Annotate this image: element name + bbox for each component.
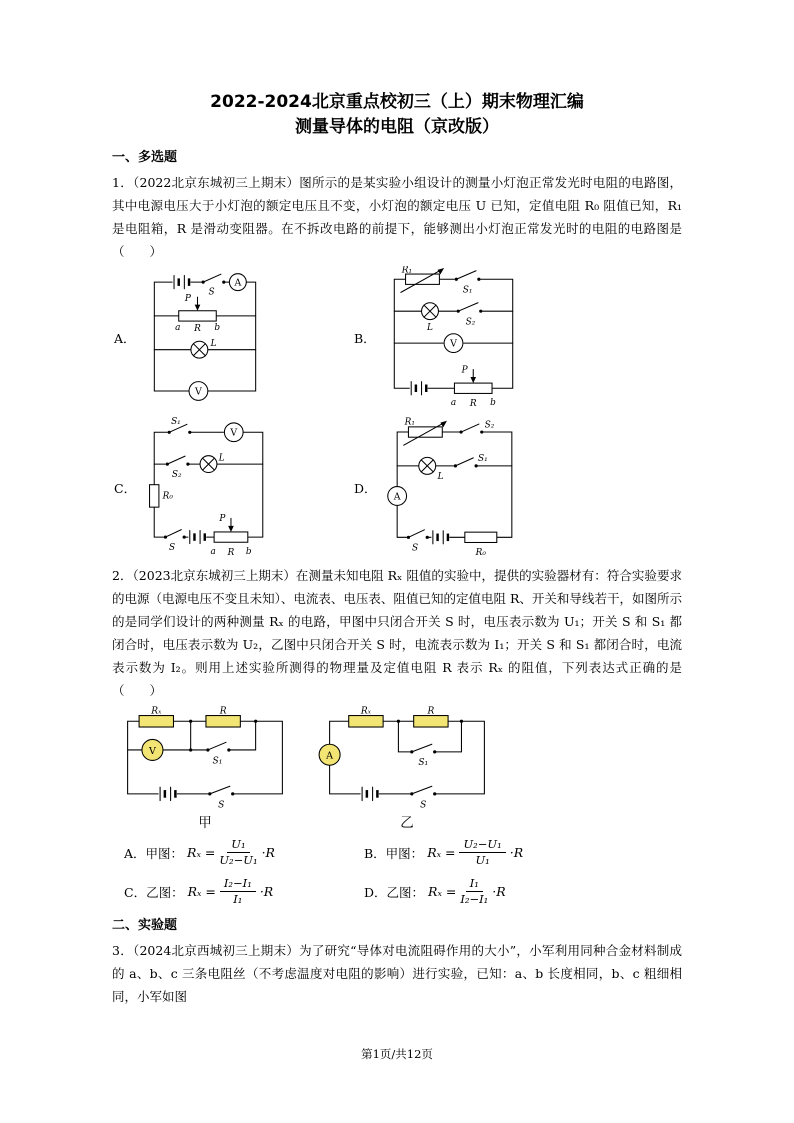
switch-s-label: S bbox=[411, 543, 418, 554]
terminal-a-label: a bbox=[450, 398, 456, 409]
voltmeter-icon bbox=[142, 739, 163, 760]
voltmeter-letter: V bbox=[449, 338, 457, 350]
switch-s2-icon bbox=[456, 303, 482, 328]
circuit-diagram-yi bbox=[316, 706, 498, 813]
switch-s-icon bbox=[208, 786, 234, 810]
section-heading-multiple-choice: 一、多选题 bbox=[112, 150, 178, 165]
wires bbox=[397, 432, 512, 537]
circuit-jia-figure bbox=[114, 706, 296, 832]
switch-s-icon bbox=[164, 530, 186, 554]
rheostat-icon bbox=[211, 514, 252, 558]
voltmeter-icon bbox=[224, 423, 243, 442]
rheostat-r-label: R bbox=[469, 399, 477, 409]
formula-lhs: Rₓ = bbox=[187, 884, 216, 899]
rheostat-icon bbox=[175, 294, 220, 334]
resistance-box-icon bbox=[403, 418, 446, 446]
switch-s1-icon bbox=[454, 271, 480, 296]
circuit-diagram-b bbox=[383, 266, 524, 409]
ammeter-letter: A bbox=[233, 277, 241, 289]
terminal-b-label: b bbox=[245, 546, 252, 557]
battery-icon bbox=[174, 276, 189, 289]
ammeter-letter: A bbox=[393, 491, 401, 503]
circuit-diagram-a bbox=[143, 269, 267, 406]
page-title-line1: 2022-2024北京重点校初三（上）期末物理汇编 bbox=[210, 92, 584, 112]
lamp-icon bbox=[190, 339, 216, 358]
circuit-diagram-c bbox=[143, 417, 274, 558]
switch-s-label: S bbox=[169, 543, 176, 554]
rheostat-r-label: R bbox=[227, 547, 235, 558]
ammeter-icon bbox=[387, 487, 406, 506]
ammeter-icon bbox=[319, 744, 340, 765]
switch-s1-label: S₁ bbox=[212, 756, 223, 767]
switch-s2-label: S₂ bbox=[171, 470, 182, 481]
lamp-icon bbox=[200, 453, 225, 472]
resistance-box-r1-label: R₁ bbox=[401, 266, 412, 276]
switch-s-label: S bbox=[208, 287, 215, 298]
formula-tail: ·R bbox=[261, 845, 275, 860]
q2-options bbox=[124, 838, 682, 906]
resistor-rx-label: Rₓ bbox=[360, 706, 371, 717]
voltmeter-icon bbox=[189, 382, 208, 401]
resistance-box-icon bbox=[400, 266, 443, 292]
resistance-box-r1-label: R₁ bbox=[404, 417, 415, 428]
question-3-text: 3．（2024北京西城初三上期末）为了研究“导体对电流阻碍作用的大小”，小军利用同种合金材料制成的 a、b、c 三条电阻丝（不考虑温度对电阻的影响）进行实验，已知：a、b 长度相同，b、c 粗细相同，小军如图 bbox=[112, 943, 682, 1004]
resistor-r-icon bbox=[414, 707, 448, 727]
lamp-l-label: L bbox=[210, 338, 217, 349]
circuit-yi-caption: 乙 bbox=[400, 815, 414, 831]
q1-option-c-letter: C． bbox=[114, 480, 137, 496]
q2-option-d bbox=[364, 877, 682, 906]
circuit-diagram-d bbox=[384, 417, 525, 558]
resistor-r0-label: R₀ bbox=[162, 491, 173, 502]
switch-s2-icon bbox=[166, 456, 190, 480]
switch-s1-label: S₁ bbox=[171, 417, 181, 427]
fraction-numerator: U₁ bbox=[227, 838, 249, 853]
formula-tail: ·R bbox=[492, 884, 506, 899]
battery-icon bbox=[160, 787, 175, 800]
page-title-line2: 测量导体的电阻（京改版） bbox=[295, 117, 499, 137]
lamp-l-label: L bbox=[437, 472, 444, 483]
q2-option-c-label: C．乙图： bbox=[124, 884, 184, 900]
fraction-numerator: I₁ bbox=[466, 877, 483, 892]
q2-option-a-label: A．甲图： bbox=[124, 845, 184, 861]
switch-s1-icon bbox=[168, 417, 192, 434]
q2-option-c-formula bbox=[188, 877, 274, 906]
lamp-l-label: L bbox=[218, 453, 225, 464]
q1-option-c bbox=[114, 417, 354, 558]
circuit-diagram-jia bbox=[114, 706, 296, 813]
switch-s2-label: S₂ bbox=[465, 317, 475, 328]
switch-s-icon bbox=[410, 786, 436, 810]
terminal-a-label: a bbox=[174, 322, 180, 333]
page-title bbox=[112, 90, 682, 140]
fraction-numerator: U₂−U₁ bbox=[459, 838, 505, 853]
slider-p-label: P bbox=[184, 293, 191, 304]
formula-fraction bbox=[460, 877, 488, 906]
resistor-r-label: R bbox=[427, 706, 435, 717]
q2-option-d-formula bbox=[428, 877, 506, 906]
circuit-jia-caption: 甲 bbox=[198, 815, 212, 831]
q2-option-a bbox=[124, 838, 364, 867]
q2-option-a-formula bbox=[187, 838, 275, 867]
wires bbox=[154, 432, 263, 537]
q1-option-a bbox=[114, 266, 354, 409]
rheostat-r-label: R bbox=[193, 323, 201, 334]
switch-s-label: S bbox=[420, 800, 427, 811]
q2-option-d-label: D．乙图： bbox=[364, 884, 425, 900]
lamp-icon bbox=[421, 303, 438, 333]
resistor-r0-icon bbox=[464, 532, 496, 558]
resistor-r-icon bbox=[206, 707, 240, 727]
page-footer: 第1页/共12页 bbox=[361, 1047, 433, 1061]
slider-p-label: P bbox=[461, 365, 468, 376]
battery-icon bbox=[411, 382, 426, 395]
rheostat-icon bbox=[451, 365, 496, 409]
slider-p-label: P bbox=[219, 514, 226, 525]
voltmeter-letter: V bbox=[149, 745, 156, 757]
fraction-denominator: U₂−U₁ bbox=[219, 853, 258, 867]
question-2-text: 2．（2023北京东城初三上期末）在测量未知电阻 Rₓ 阻值的实验中，提供的实验器材有：符合实验要求的电源（电源电压不变且未知）、电流表、电压表、阻值已知的定值电阻 R、开关和导线若干，如图所示的是同学们设计的两种测量 Rₓ 的电路，甲图中只闭合开关 S 时，电压表示数为 U₁；开关 S 和 S₁ 都闭合时，电压表示数为 U₂，乙图中只闭合开关 S 时，电流表示数为 I₁；开关 S 和 S₁ 都闭合时，电流表示数为 I₂。则用上述实验所测得的物理量及定值电阻 R 表示 Rₓ 的阻值，下列表达式正确的是（ ） bbox=[112, 568, 682, 698]
fraction-numerator: I₂−I₁ bbox=[220, 877, 256, 892]
voltmeter-letter: V bbox=[194, 386, 202, 398]
formula-tail: ·R bbox=[259, 884, 274, 899]
q1-option-b bbox=[354, 266, 682, 409]
formula-lhs: Rₓ = bbox=[427, 845, 456, 860]
voltmeter-letter: V bbox=[230, 427, 238, 439]
formula-fraction bbox=[459, 838, 505, 867]
wires bbox=[154, 282, 255, 391]
switch-s1-label: S₁ bbox=[477, 454, 488, 465]
resistor-rx-icon bbox=[139, 707, 173, 727]
q1-answer-diagrams bbox=[114, 266, 682, 558]
fraction-denominator: I₂−I₁ bbox=[460, 892, 489, 906]
q1-option-b-letter: B． bbox=[354, 330, 376, 346]
formula-fraction bbox=[219, 838, 257, 867]
switch-s-label: S bbox=[218, 800, 225, 811]
resistor-r0-icon bbox=[150, 485, 174, 507]
resistor-rx-label: Rₓ bbox=[151, 706, 162, 717]
fraction-denominator: I₁ bbox=[233, 892, 243, 906]
formula-lhs: Rₓ = bbox=[187, 845, 216, 860]
switch-s1-label: S₁ bbox=[462, 285, 473, 296]
switch-s-icon bbox=[201, 274, 225, 297]
formula-fraction bbox=[220, 877, 256, 906]
terminal-b-label: b bbox=[489, 398, 496, 409]
q2-option-b bbox=[364, 838, 682, 867]
q1-option-d-letter: D． bbox=[354, 480, 377, 496]
formula-lhs: Rₓ = bbox=[428, 884, 457, 899]
resistor-r0-label: R₀ bbox=[475, 548, 486, 558]
q2-option-b-label: B．甲图： bbox=[364, 845, 424, 861]
battery-icon bbox=[190, 531, 205, 544]
ammeter-icon bbox=[229, 274, 246, 291]
terminal-a-label: a bbox=[210, 546, 216, 557]
voltmeter-icon bbox=[444, 334, 463, 353]
q1-option-a-letter: A． bbox=[114, 330, 136, 346]
question-1-text: 1．（2022北京东城初三上期末）图所示的是某实验小组设计的测量小灯泡正常发光时电阻的电路图，其中电源电压大于小灯泡的额定电压且不变，小灯泡的额定电压 U 已知，定值电阻 R₀ 阻值已知，R₁ 是电阻箱，R 是滑动变阻器。在不拆改电路的前提下，能够测出小灯泡正常发光时的电阻的电路图是（ ） bbox=[112, 175, 682, 259]
resistor-r-label: R bbox=[219, 706, 227, 717]
formula-tail: ·R bbox=[509, 845, 524, 860]
lamp-icon bbox=[418, 457, 443, 482]
switch-s-icon bbox=[406, 530, 428, 554]
q1-option-d bbox=[354, 417, 682, 558]
resistor-rx-icon bbox=[349, 707, 383, 727]
battery-icon bbox=[362, 787, 377, 800]
fraction-denominator: U₁ bbox=[475, 853, 490, 867]
ammeter-letter: A bbox=[326, 750, 334, 762]
switch-s2-label: S₂ bbox=[484, 420, 494, 431]
q2-circuit-figures bbox=[114, 706, 682, 832]
switch-s1-label: S₁ bbox=[418, 758, 429, 769]
q2-option-c bbox=[124, 877, 364, 906]
terminal-b-label: b bbox=[213, 322, 220, 333]
q2-option-b-formula bbox=[427, 838, 523, 867]
battery-icon bbox=[432, 531, 447, 544]
section-heading-experiment: 二、实验题 bbox=[112, 918, 178, 933]
circuit-yi-figure bbox=[316, 706, 498, 832]
lamp-l-label: L bbox=[426, 322, 433, 333]
